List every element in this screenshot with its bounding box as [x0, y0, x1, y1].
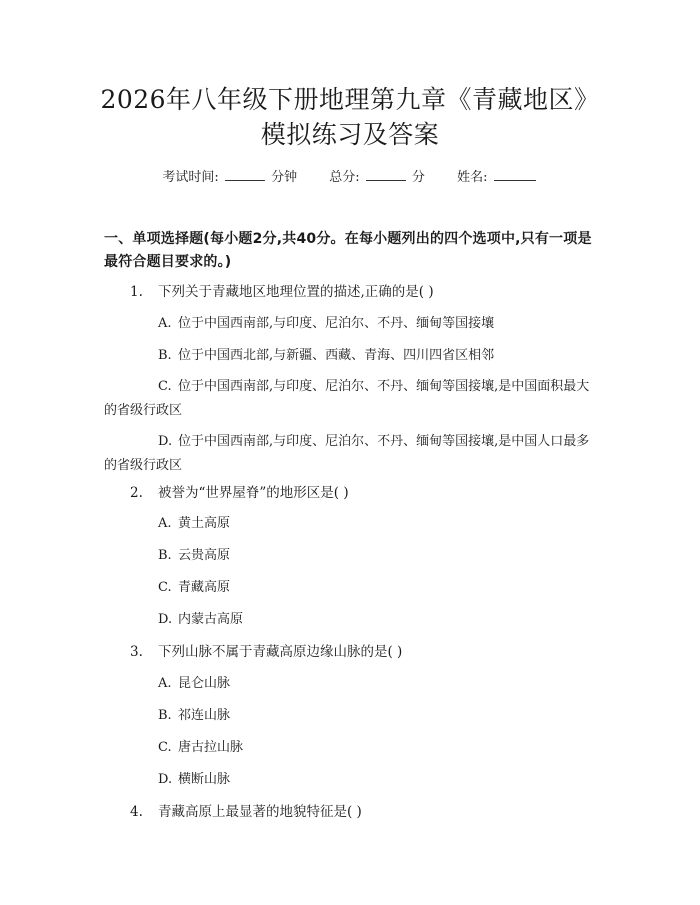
total-score-blank — [366, 168, 406, 181]
option-letter: B. — [158, 348, 172, 363]
option-text: 青藏高原 — [178, 580, 231, 595]
question-4 — [130, 802, 362, 822]
document-title-line-2: 模拟练习及答案 — [260, 120, 440, 149]
option-text: 位于中国西南部,与印度、尼泊尔、不丹、缅甸等国接壤 — [178, 316, 495, 331]
option-letter: C. — [158, 379, 172, 394]
question-number: 1. — [130, 284, 143, 300]
question-text: 下列关于青藏地区地理位置的描述,正确的是( ) — [158, 284, 434, 300]
question-2 — [130, 483, 349, 503]
student-name-blank — [494, 168, 536, 181]
question-text: 青藏高原上最显著的地貌特征是( ) — [158, 804, 362, 820]
option-text: 位于中国西南部,与印度、尼泊尔、不丹、缅甸等国接壤,是中国面积最大的省级行政区 — [104, 379, 590, 418]
option-letter: D. — [158, 772, 173, 787]
question-3-option-d — [158, 770, 230, 790]
question-number: 3. — [130, 644, 143, 660]
question-3 — [130, 642, 402, 662]
question-2-option-d — [158, 610, 243, 630]
option-letter: B. — [158, 548, 172, 563]
total-score-label: 总分: — [329, 170, 360, 185]
option-letter: B. — [158, 708, 172, 723]
option-letter: D. — [158, 612, 173, 627]
exam-time-field — [162, 170, 301, 185]
option-text: 横断山脉 — [178, 772, 231, 787]
question-1-option-b — [158, 346, 494, 366]
student-name-label: 姓名: — [457, 170, 488, 185]
document-title-line-1: 2026年八年级下册地理第九章《青藏地区》 — [100, 85, 600, 114]
option-text: 云贵高原 — [178, 548, 231, 563]
question-3-option-a — [158, 674, 230, 694]
question-1-option-a — [158, 314, 494, 334]
option-text: 位于中国西北部,与新疆、西藏、青海、四川四省区相邻 — [178, 348, 495, 363]
exam-time-label: 考试时间: — [162, 170, 219, 185]
total-score-unit: 分 — [411, 170, 425, 185]
question-1-option-c — [104, 375, 596, 423]
question-2-option-b — [158, 546, 230, 566]
option-letter: A. — [158, 516, 172, 531]
option-text: 唐古拉山脉 — [178, 740, 244, 755]
exam-time-unit: 分钟 — [271, 170, 298, 185]
question-number: 2. — [130, 485, 143, 501]
option-text: 位于中国西南部,与印度、尼泊尔、不丹、缅甸等国接壤,是中国人口最多的省级行政区 — [104, 434, 590, 473]
question-1-option-d — [104, 430, 596, 478]
question-2-option-a — [158, 514, 230, 534]
question-number: 4. — [130, 804, 143, 820]
option-text: 黄土高原 — [178, 516, 231, 531]
question-3-option-c — [158, 738, 243, 758]
option-letter: D. — [158, 434, 173, 449]
exam-info-line — [0, 168, 700, 187]
question-2-option-c — [158, 578, 230, 598]
option-letter: C. — [158, 580, 172, 595]
option-text: 祁连山脉 — [178, 708, 231, 723]
option-letter: A. — [158, 316, 172, 331]
question-text: 被誉为“世界屋脊”的地形区是( ) — [158, 485, 349, 501]
exam-time-blank — [225, 168, 265, 181]
total-score-field — [329, 170, 429, 185]
section-heading: 一、单项选择题(每小题2分,共40分。在每小题列出的四个选项中,只有一项是最符合题目要求的。) — [104, 231, 592, 270]
student-name-field — [457, 170, 538, 185]
option-text: 内蒙古高原 — [178, 612, 244, 627]
question-3-option-b — [158, 706, 230, 726]
option-letter: A. — [158, 676, 172, 691]
option-text: 昆仑山脉 — [178, 676, 231, 691]
question-1 — [130, 282, 434, 302]
question-text: 下列山脉不属于青藏高原边缘山脉的是( ) — [158, 644, 403, 660]
option-letter: C. — [158, 740, 172, 755]
